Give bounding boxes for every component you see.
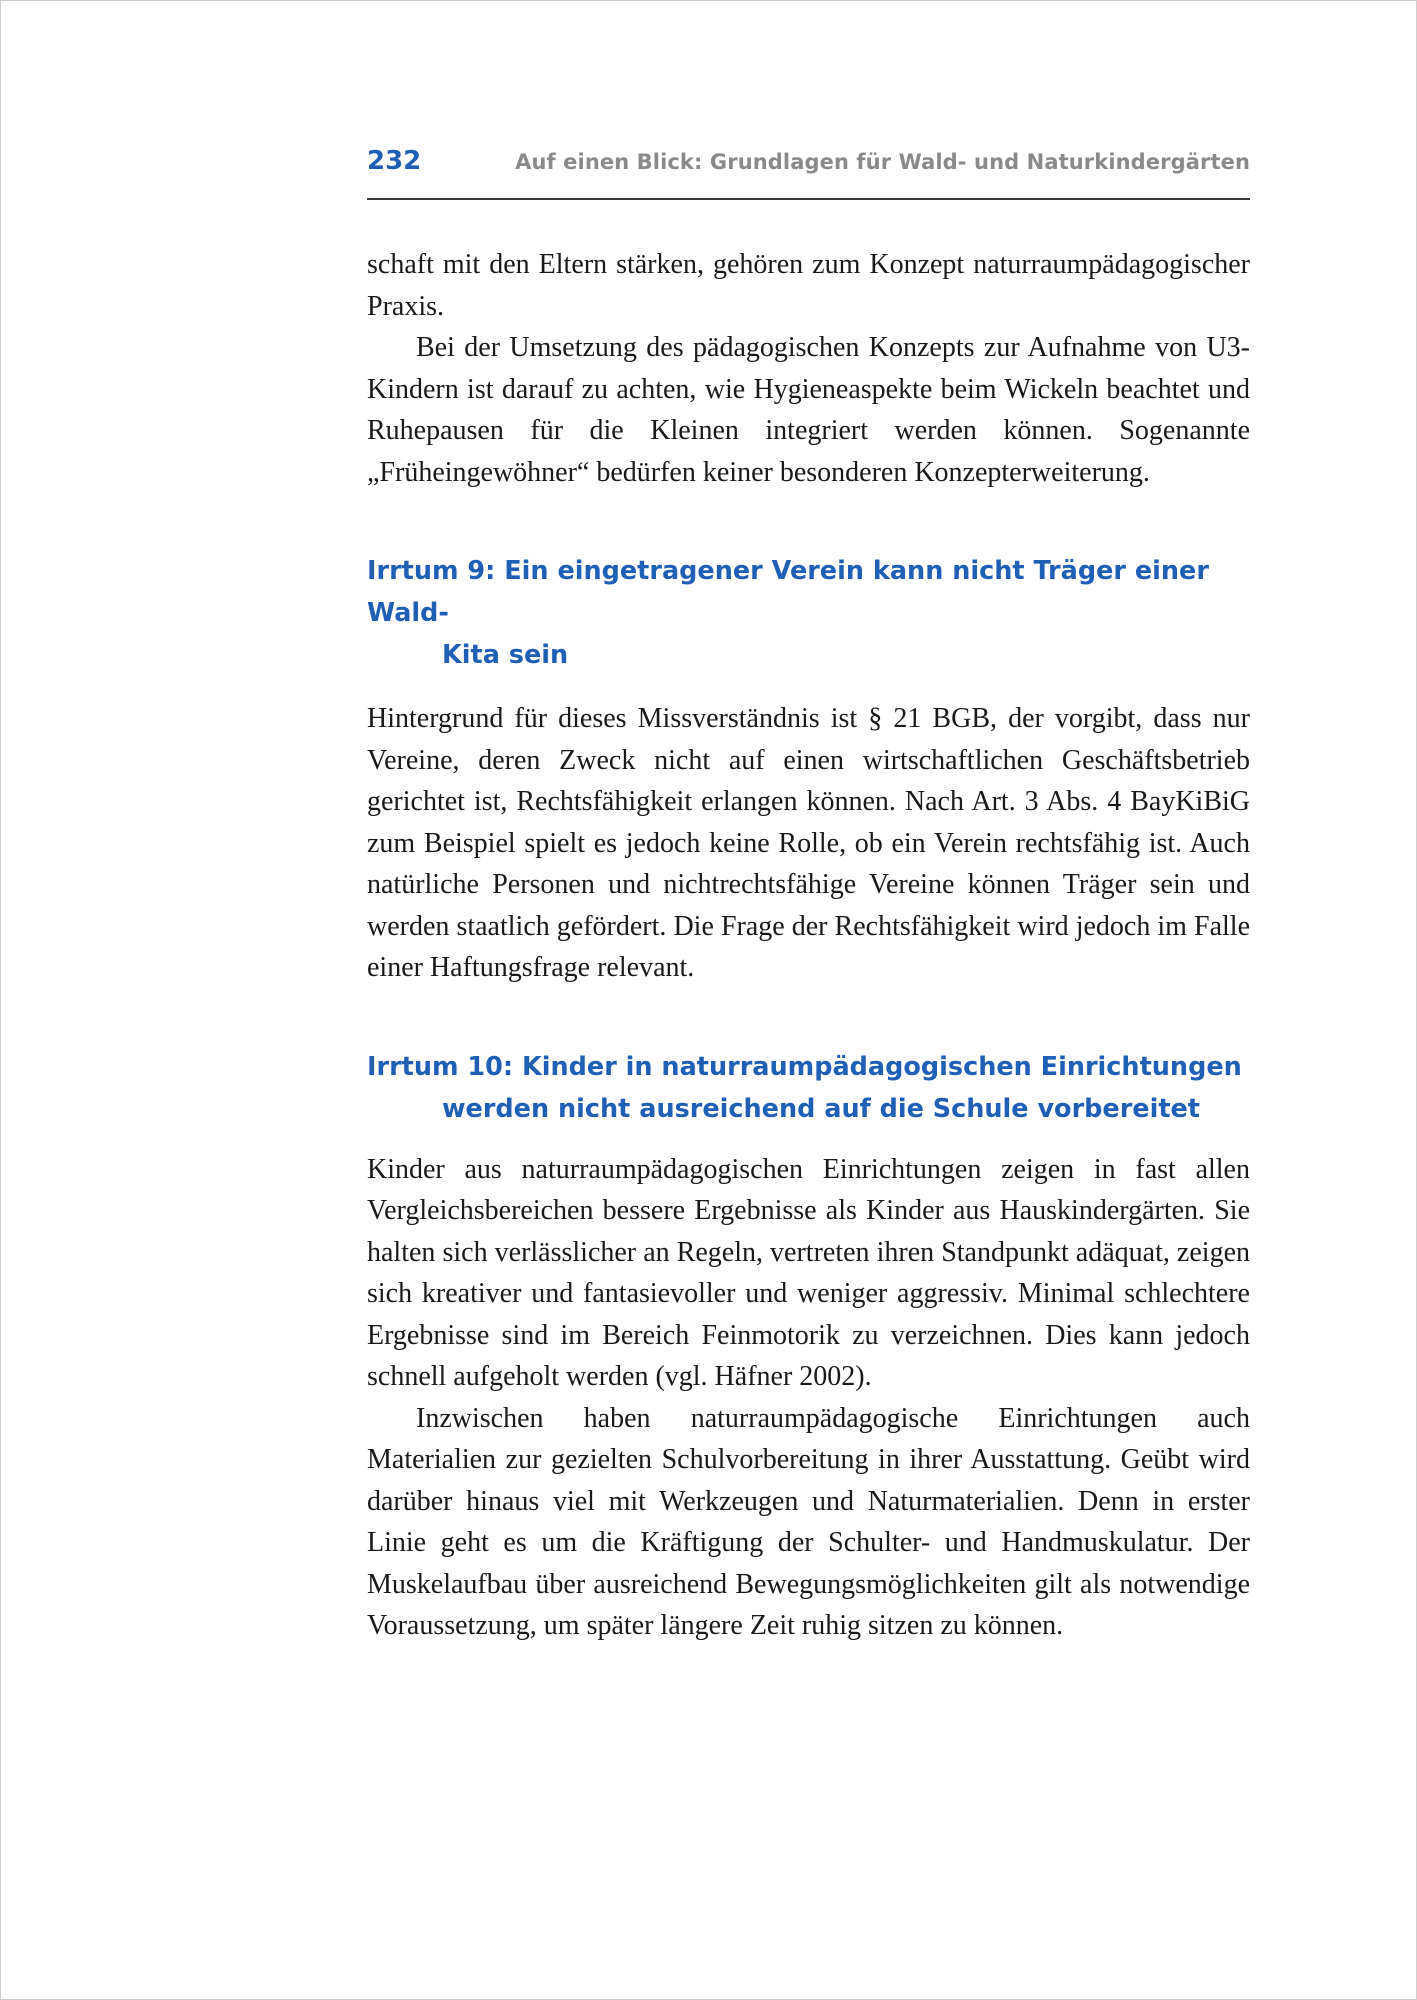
- running-title: Auf einen Blick: Grundlagen für Wald- und Naturkindergärten: [515, 150, 1250, 174]
- running-header: [367, 140, 1250, 200]
- paragraph-schulvorbereitung: Inzwischen haben naturraumpädagogische Einrichtungen auch Materialien zur gezielten Schulvorbereitung in ihrer Ausstattung. Geübt wird darüber hinaus viel mit Werkzeugen und Naturmaterialien. Denn in erster Linie geht es um die Kräftigung der Schulter- und Handmuskulatur. Der Muskelaufbau über ausreichend Bewegungsmöglichkeiten gilt als notwendige Voraussetzung, um später längere Zeit ruhig sitzen zu können.: [367, 1402, 1250, 1641]
- page-number: 232: [367, 146, 422, 176]
- section-heading-irrtum-10: [367, 1046, 1250, 1130]
- heading-line-1: Irrtum 10: Kinder in naturraumpädagogischen Einrichtungen: [367, 1051, 1242, 1082]
- heading-line-2: werden nicht ausreichend auf die Schule vorbereitet: [442, 1093, 1200, 1124]
- page-body: [367, 244, 1250, 1647]
- paragraph-vergleich: Kinder aus naturraumpädagogischen Einrichtungen zeigen in fast allen Vergleichsbereichen bessere Ergebnisse als Kinder aus Hauskindergärten. Sie halten sich verlässlicher an Regeln, vertreten ihren Standpunkt adäquat, zeigen sich kreativer und fantasievoller und weniger aggressiv. Minimal schlechtere Ergebnisse sind im Bereich Feinmotorik zu verzeichnen. Dies kann jedoch schnell aufgeholt werden (vgl. Häfner 2002).: [367, 1153, 1250, 1392]
- paragraph-continuation: schaft mit den Eltern stärken, gehören zum Konzept naturraumpädagogischer Praxis.: [367, 249, 1250, 322]
- paragraph-u3-kinder: Bei der Umsetzung des pädagogischen Konzepts zur Aufnahme von U3-Kindern ist darauf zu achten, wie Hygieneaspekte beim Wickeln beachtet und Ruhepausen für die Kleinen integriert werden können. Sogenannte „Früheingewöhner“ bedürfen keiner besonderen Konzepterweiterung.: [367, 332, 1250, 488]
- paragraph-verein: Hintergrund für dieses Missverständnis ist § 21 BGB, der vorgibt, dass nur Vereine, deren Zweck nicht auf einen wirtschaftlichen Geschäftsbetrieb gerichtet ist, Rechtsfähigkeit erlangen können. Nach Art. 3 Abs. 4 BayKiBiG zum Beispiel spielt es jedoch keine Rolle, ob ein Verein rechtsfähig ist. Auch natürliche Personen und nichtrechtsfähige Vereine können Träger sein und werden staatlich gefördert. Die Frage der Rechtsfähigkeit wird jedoch im Falle einer Haftungsfrage relevant.: [367, 703, 1250, 983]
- heading-line-2: Kita sein: [442, 640, 569, 670]
- heading-line-1: Irrtum 9: Ein eingetragener Verein kann nicht Träger einer Wald-: [367, 556, 1209, 628]
- section-heading-irrtum-9: [367, 550, 1250, 676]
